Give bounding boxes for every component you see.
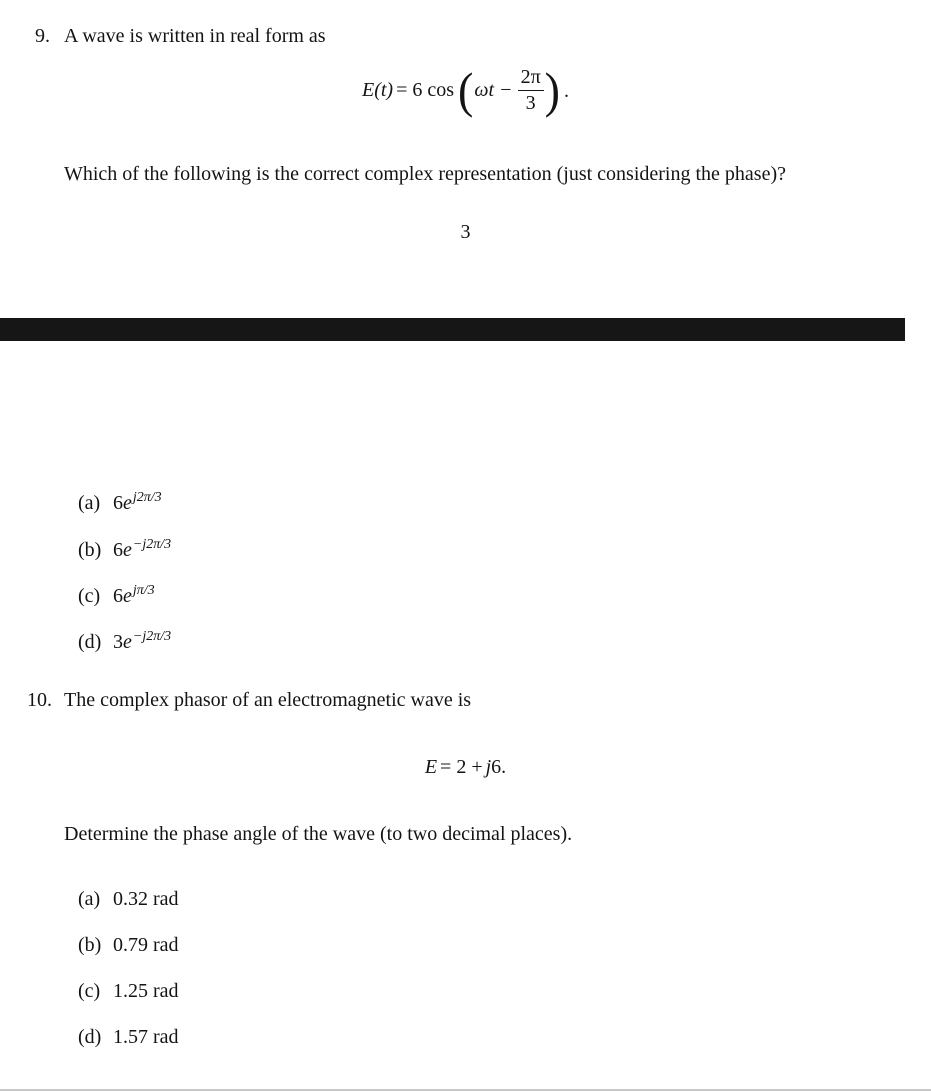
eq9-close-paren: ) <box>544 62 560 118</box>
option-value: $3e^{-j2\pi/3}$ <box>113 629 172 653</box>
option-value: $6e^{-j2\pi/3}$ <box>113 537 172 561</box>
q10-option-b-row <box>78 934 179 957</box>
question-9-followup: Which of the following is the correct complex representation (just considering the phase)? <box>64 163 786 185</box>
question-9-prompt: A wave is written in real form as <box>64 25 326 47</box>
eq9-open-paren: ( <box>458 62 474 118</box>
option-value: $6e^{j\pi/3}$ <box>113 583 155 607</box>
option-label: (c) <box>78 585 101 607</box>
q9-option-d-row <box>78 631 171 654</box>
question-10-number: 10. <box>27 689 52 711</box>
eq9-lhs-variable: E(t) <box>362 78 394 101</box>
page-number: 3 <box>460 221 471 243</box>
option-value: $6e^{j2\pi/3}$ <box>113 490 162 514</box>
q9-option-b-row <box>78 539 171 562</box>
eq9-fraction-denominator: 3 <box>525 92 536 115</box>
q9-option-a-row <box>78 492 162 515</box>
q10-option-c-row <box>78 980 179 1003</box>
q9-option-c-row <box>78 585 155 608</box>
eq9-lhs-rest: = 6 cos <box>396 78 455 101</box>
option-value: 1.25 rad <box>113 980 179 1002</box>
option-label: (a) <box>78 492 101 514</box>
option-value: 0.79 rad <box>113 934 179 956</box>
option-label: (b) <box>78 539 102 561</box>
question-9-equation <box>0 62 931 118</box>
option-label: (c) <box>78 980 101 1002</box>
eq10-lhs-variable: E <box>424 756 438 778</box>
question-10-followup: Determine the phase angle of the wave (to two decimal places). <box>64 823 573 845</box>
q10-option-a-row <box>78 888 179 911</box>
option-label: (d) <box>78 1026 102 1048</box>
question-9-number: 9. <box>35 25 50 47</box>
option-value: 1.57 rad <box>113 1026 179 1048</box>
eq9-period: . <box>564 79 569 102</box>
page-break-bar <box>0 318 905 341</box>
eq10-j-variable: j <box>485 756 492 778</box>
q10-option-d-row <box>78 1026 179 1049</box>
option-label: (d) <box>78 631 102 653</box>
eq9-inner-term: ωt − <box>474 78 513 101</box>
option-label: (b) <box>78 934 102 956</box>
eq10-mid: = 2 + <box>440 756 483 778</box>
option-value: 0.32 rad <box>113 888 179 910</box>
eq9-fraction-numerator: 2π <box>518 66 544 91</box>
eq9-fraction <box>518 66 544 115</box>
question-10-equation <box>0 756 931 779</box>
eq10-tail: 6. <box>491 756 507 778</box>
option-label: (a) <box>78 888 101 910</box>
question-10-prompt: The complex phasor of an electromagnetic wave is <box>64 689 472 711</box>
